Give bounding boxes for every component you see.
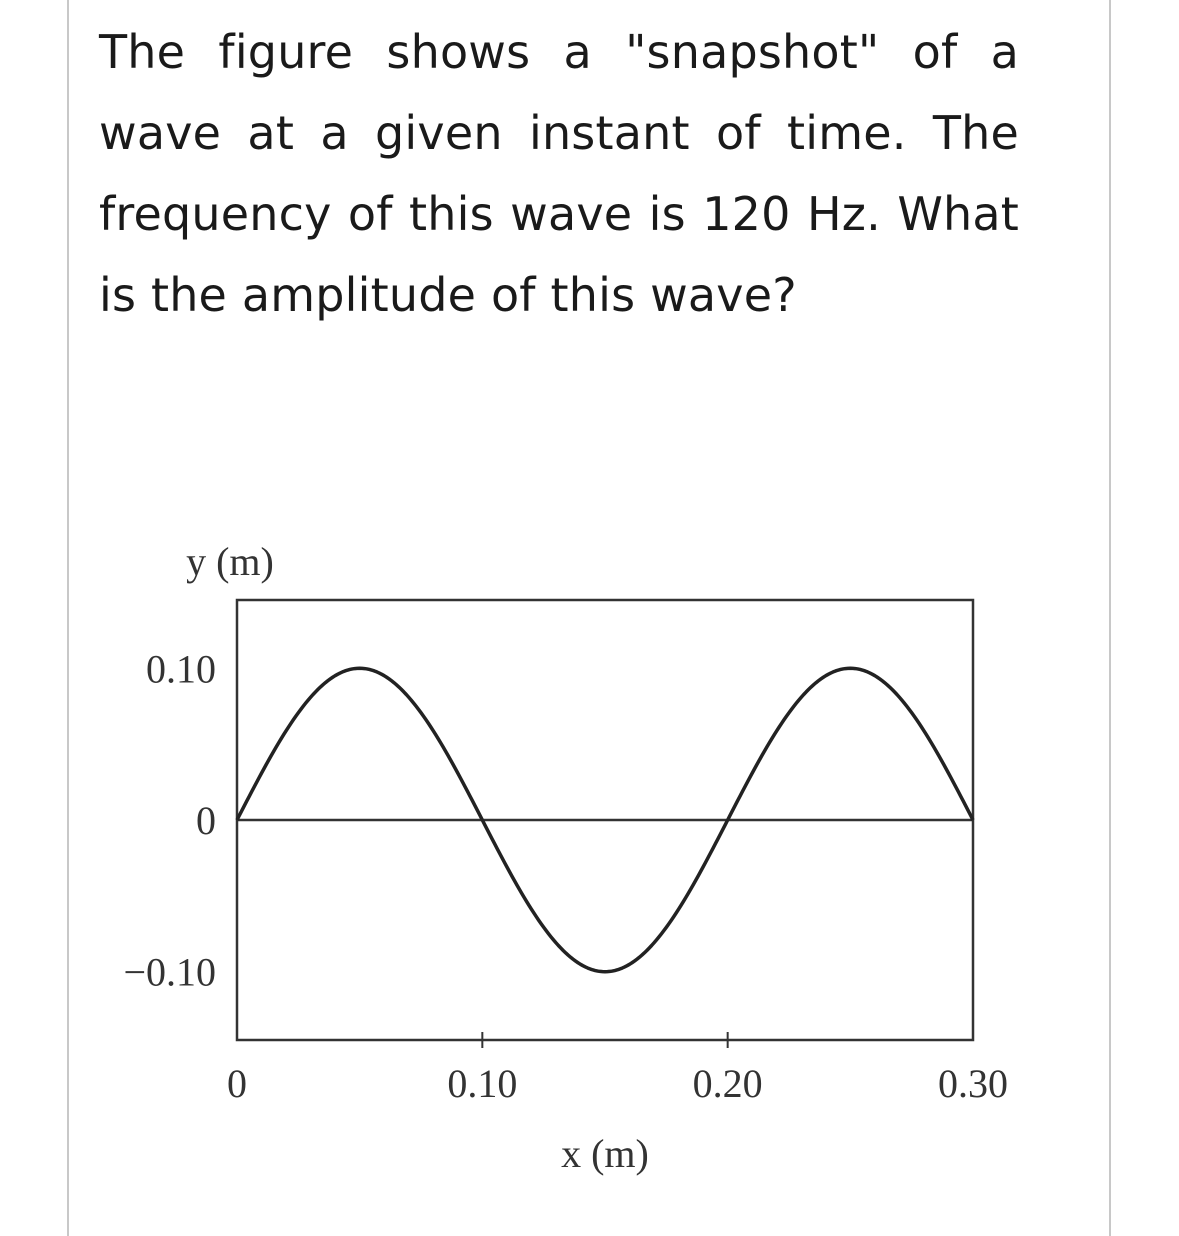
x-tick-labels	[227, 1061, 1008, 1106]
x-tick-label: 0	[227, 1061, 247, 1106]
y-tick-label: 0	[196, 798, 216, 843]
question-text: The figure shows a "snapshot" of a wave at a given instant of time. The frequency of this wave is 120 Hz. What is the amplitude of this wave?	[99, 25, 1019, 322]
x-tick-label: 0.30	[938, 1061, 1008, 1106]
y-tick-labels	[123, 646, 216, 994]
x-axis-label: x (m)	[561, 1131, 649, 1176]
x-tick-label: 0.10	[447, 1061, 518, 1106]
y-tick-label: 0.10	[146, 646, 216, 692]
y-tick-label: −0.10	[123, 949, 216, 995]
x-tick-label: 0.20	[692, 1061, 763, 1106]
y-axis-label: y (m)	[186, 539, 274, 584]
